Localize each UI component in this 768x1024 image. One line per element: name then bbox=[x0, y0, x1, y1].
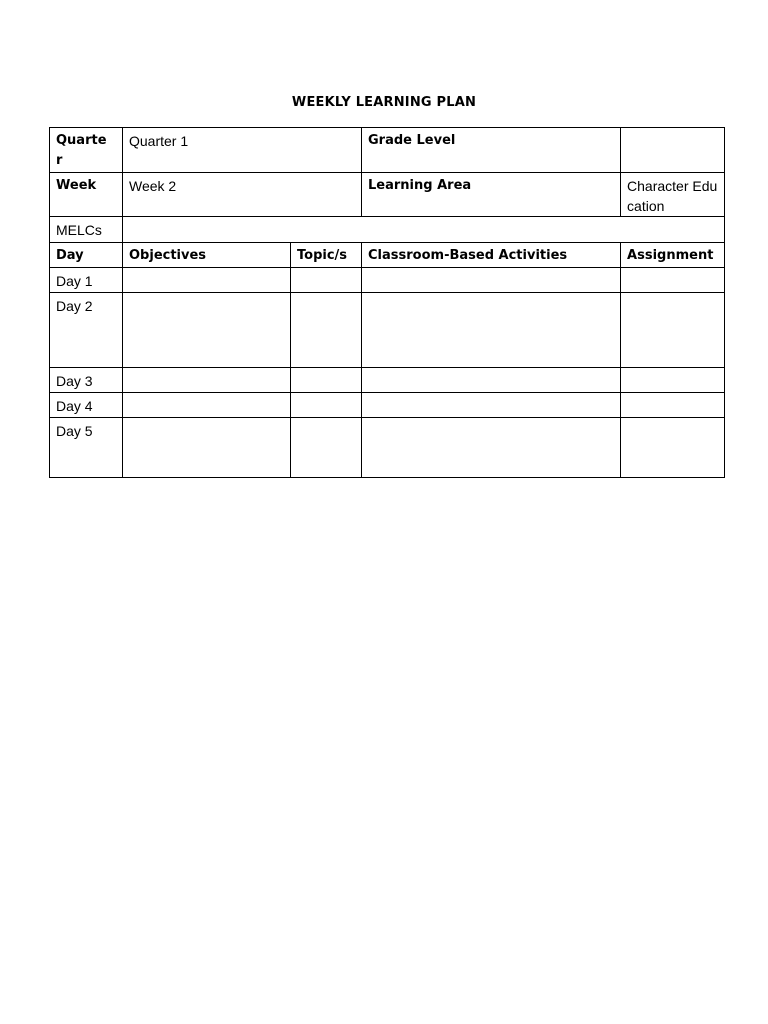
assignment-cell[interactable] bbox=[621, 268, 725, 293]
week-label: Week bbox=[50, 173, 123, 217]
day-cell: Day 5 bbox=[50, 418, 123, 478]
table-row bbox=[50, 393, 725, 418]
quarter-row bbox=[50, 128, 725, 173]
assignment-cell[interactable] bbox=[621, 293, 725, 368]
day-cell: Day 4 bbox=[50, 393, 123, 418]
table-row bbox=[50, 418, 725, 478]
topics-cell[interactable] bbox=[291, 368, 362, 393]
activities-cell[interactable] bbox=[362, 368, 621, 393]
topics-cell[interactable] bbox=[291, 293, 362, 368]
table-row bbox=[50, 293, 725, 368]
learning-area-value[interactable]: Character Education bbox=[621, 173, 725, 217]
day-cell: Day 1 bbox=[50, 268, 123, 293]
objectives-cell[interactable] bbox=[123, 268, 291, 293]
day-cell: Day 3 bbox=[50, 368, 123, 393]
objectives-cell[interactable] bbox=[123, 368, 291, 393]
header-assignment: Assignment bbox=[621, 243, 725, 268]
assignment-cell[interactable] bbox=[621, 418, 725, 478]
header-activities: Classroom-Based Activities bbox=[362, 243, 621, 268]
topics-cell[interactable] bbox=[291, 418, 362, 478]
week-row bbox=[50, 173, 725, 217]
plan-header-row bbox=[50, 243, 725, 268]
melcs-row bbox=[50, 217, 725, 243]
quarter-value[interactable]: Quarter 1 bbox=[123, 128, 362, 173]
week-value[interactable]: Week 2 bbox=[123, 173, 362, 217]
page-title: WEEKLY LEARNING PLAN bbox=[291, 95, 477, 110]
learning-area-label: Learning Area bbox=[362, 173, 621, 217]
melcs-value[interactable] bbox=[123, 217, 725, 243]
melcs-label: MELCs bbox=[50, 217, 123, 243]
table-row bbox=[50, 368, 725, 393]
objectives-cell[interactable] bbox=[123, 418, 291, 478]
objectives-cell[interactable] bbox=[123, 393, 291, 418]
activities-cell[interactable] bbox=[362, 418, 621, 478]
topics-cell[interactable] bbox=[291, 393, 362, 418]
grade-level-value[interactable] bbox=[621, 128, 725, 173]
activities-cell[interactable] bbox=[362, 393, 621, 418]
activities-cell[interactable] bbox=[362, 293, 621, 368]
header-topics: Topic/s bbox=[291, 243, 362, 268]
topics-cell[interactable] bbox=[291, 268, 362, 293]
weekly-learning-plan-table bbox=[49, 127, 725, 478]
grade-level-label: Grade Level bbox=[362, 128, 621, 173]
day-cell: Day 2 bbox=[50, 293, 123, 368]
quarter-label: Quarte r bbox=[50, 128, 123, 173]
header-day: Day bbox=[50, 243, 123, 268]
assignment-cell[interactable] bbox=[621, 368, 725, 393]
assignment-cell[interactable] bbox=[621, 393, 725, 418]
header-objectives: Objectives bbox=[123, 243, 291, 268]
activities-cell[interactable] bbox=[362, 268, 621, 293]
table-row bbox=[50, 268, 725, 293]
objectives-cell[interactable] bbox=[123, 293, 291, 368]
